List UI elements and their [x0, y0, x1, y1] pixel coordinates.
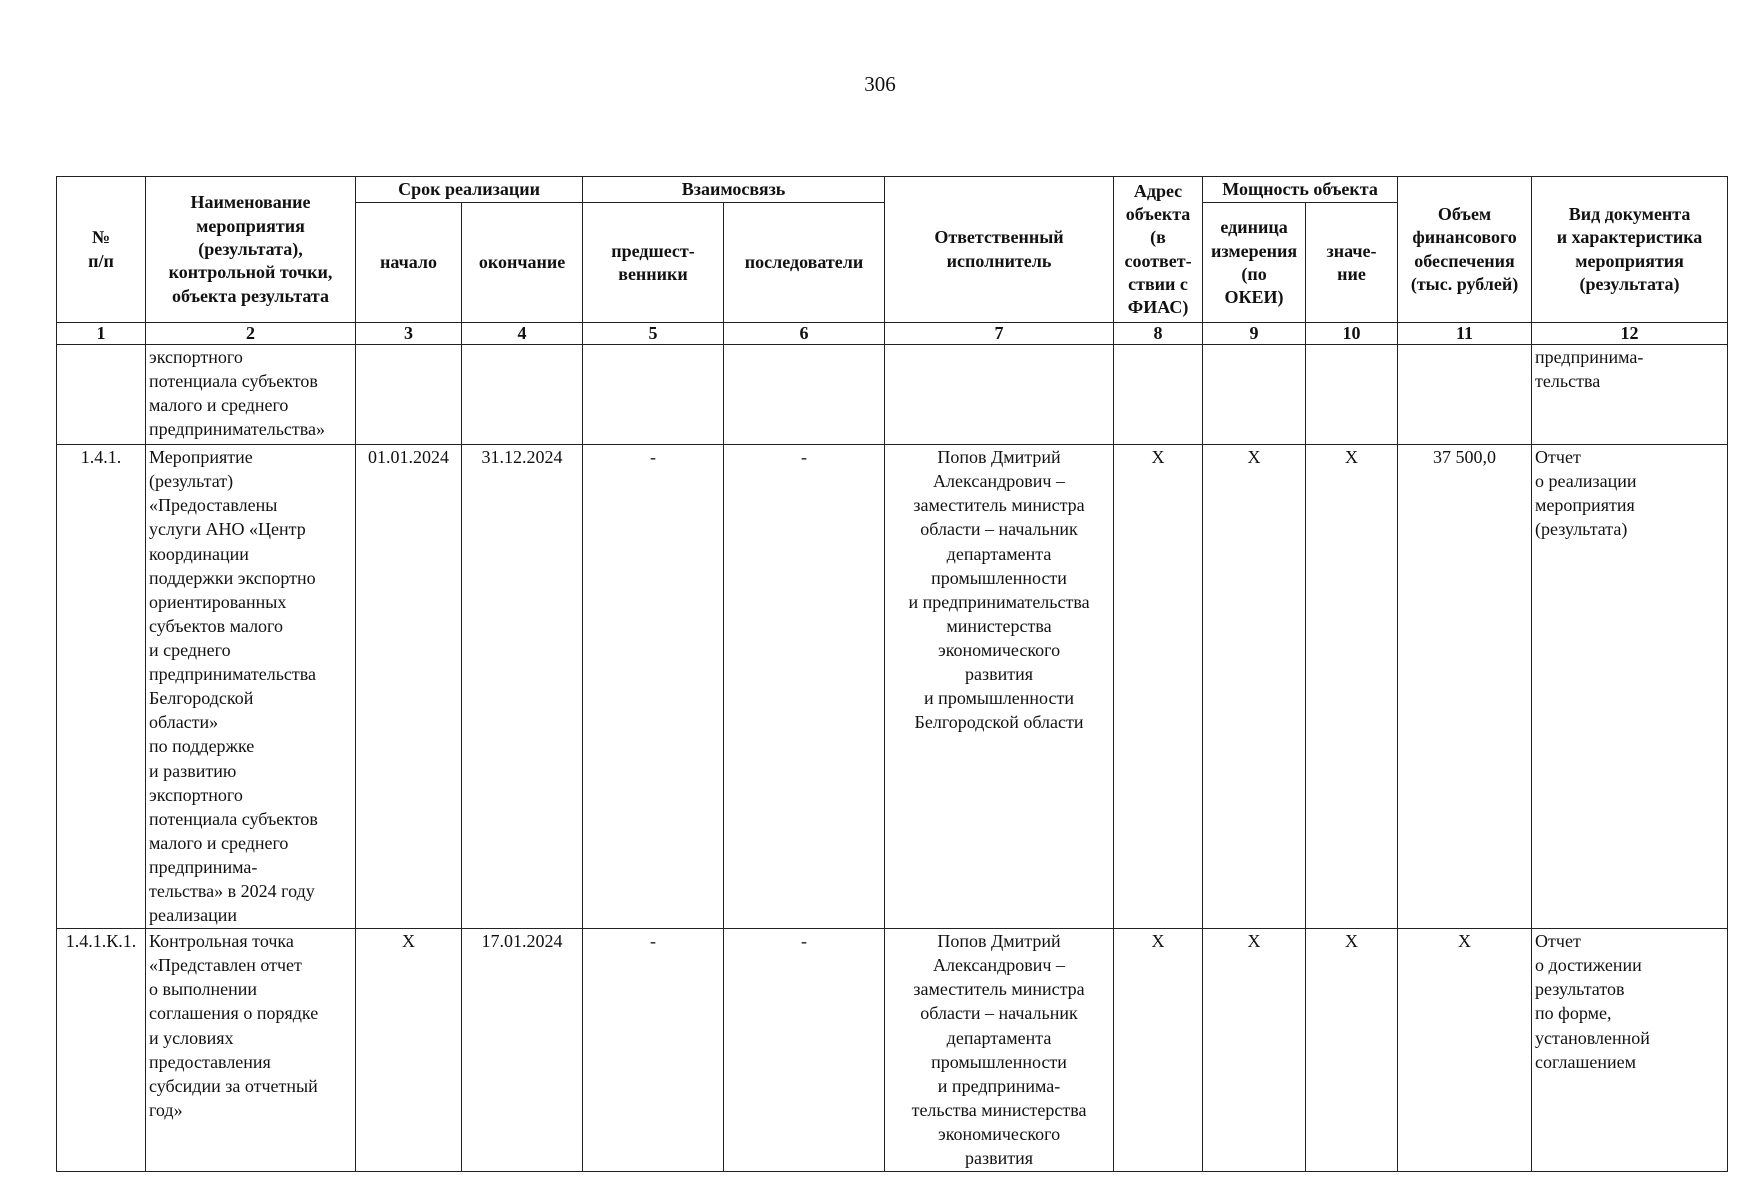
- column-number: 12: [1532, 323, 1728, 345]
- header-link-group: Взаимосвязь: [583, 177, 885, 203]
- cell-start: 01.01.2024: [356, 445, 462, 929]
- header-link-succ: последователи: [724, 203, 885, 323]
- cell-num: 1.4.1.: [57, 445, 146, 929]
- header-cap-value: значе- ние: [1306, 203, 1398, 323]
- cell-succ: -: [724, 929, 885, 1172]
- cell-value: X: [1306, 929, 1398, 1172]
- cell-value: X: [1306, 445, 1398, 929]
- cell-executor: [885, 345, 1114, 445]
- plan-table: [56, 176, 1728, 1172]
- column-numbers-row: [57, 323, 1728, 345]
- header-doc: Вид документа и характеристика мероприятия (результата): [1532, 177, 1728, 323]
- column-number: 9: [1203, 323, 1306, 345]
- cell-succ: -: [724, 445, 885, 929]
- cell-pred: -: [583, 445, 724, 929]
- header-row-top: [57, 177, 1728, 203]
- table-row: [57, 445, 1728, 929]
- cell-pred: [583, 345, 724, 445]
- column-number: 2: [146, 323, 356, 345]
- header-address: Адрес объекта (в соответ- ствии с ФИАС): [1114, 177, 1203, 323]
- table-row: [57, 929, 1728, 1172]
- cell-address: [1114, 345, 1203, 445]
- cell-address: X: [1114, 445, 1203, 929]
- column-number: 10: [1306, 323, 1398, 345]
- header-num: № п/п: [57, 177, 146, 323]
- header-term-group: Срок реализации: [356, 177, 583, 203]
- header-cap-unit: единица измерения (по ОКЕИ): [1203, 203, 1306, 323]
- cell-name: экспортного потенциала субъектов малого и среднего предпринимательства»: [146, 345, 356, 445]
- cell-unit: X: [1203, 929, 1306, 1172]
- cell-end: 17.01.2024: [462, 929, 583, 1172]
- cell-doc: Отчет о достижении результатов по форме, установленной соглашением: [1532, 929, 1728, 1172]
- header-finance: Объем финансового обеспечения (тыс. рублей): [1398, 177, 1532, 323]
- cell-num: [57, 345, 146, 445]
- header-capacity-group: Мощность объекта: [1203, 177, 1398, 203]
- cell-executor: Попов Дмитрий Александрович – заместитель министра области – начальник департамента промышленности и предпринима- тельства министерства экономического развития: [885, 929, 1114, 1172]
- cell-name: Контрольная точка «Представлен отчет о выполнении соглашения о порядке и условиях предоставления субсидии за отчетный год»: [146, 929, 356, 1172]
- column-number: 11: [1398, 323, 1532, 345]
- column-number: 1: [57, 323, 146, 345]
- cell-succ: [724, 345, 885, 445]
- column-number: 8: [1114, 323, 1203, 345]
- cell-start: [356, 345, 462, 445]
- cell-unit: [1203, 345, 1306, 445]
- column-number: 6: [724, 323, 885, 345]
- cell-start: X: [356, 929, 462, 1172]
- column-number: 5: [583, 323, 724, 345]
- cell-doc: Отчет о реализации мероприятия (результата): [1532, 445, 1728, 929]
- header-executor: Ответственный исполнитель: [885, 177, 1114, 323]
- cell-pred: -: [583, 929, 724, 1172]
- cell-finance: X: [1398, 929, 1532, 1172]
- cell-finance: 37 500,0: [1398, 445, 1532, 929]
- cell-finance: [1398, 345, 1532, 445]
- cell-doc: предпринима- тельства: [1532, 345, 1728, 445]
- cell-end: 31.12.2024: [462, 445, 583, 929]
- table-row: [57, 345, 1728, 445]
- header-name: Наименование мероприятия (результата), контрольной точки, объекта результата: [146, 177, 356, 323]
- cell-unit: X: [1203, 445, 1306, 929]
- cell-num: 1.4.1.К.1.: [57, 929, 146, 1172]
- cell-name: Мероприятие (результат) «Предоставлены услуги АНО «Центр координации поддержки экспортно ориентированных субъектов малого и среднего предпринимательства Белгородской области» по поддержке и развитию экспортного потенциала субъектов малого и среднего предпринима- тельства» в 2024 году реализации: [146, 445, 356, 929]
- header-term-end: окончание: [462, 203, 583, 323]
- cell-end: [462, 345, 583, 445]
- cell-value: [1306, 345, 1398, 445]
- header-link-pred: предшест- венники: [583, 203, 724, 323]
- column-number: 4: [462, 323, 583, 345]
- column-number: 3: [356, 323, 462, 345]
- header-term-start: начало: [356, 203, 462, 323]
- cell-address: X: [1114, 929, 1203, 1172]
- cell-executor: Попов Дмитрий Александрович – заместитель министра области – начальник департамента промышленности и предпринимательства министерства экономического развития и промышленности Белгородской области: [885, 445, 1114, 929]
- column-number: 7: [885, 323, 1114, 345]
- page-number: 306: [864, 72, 896, 96]
